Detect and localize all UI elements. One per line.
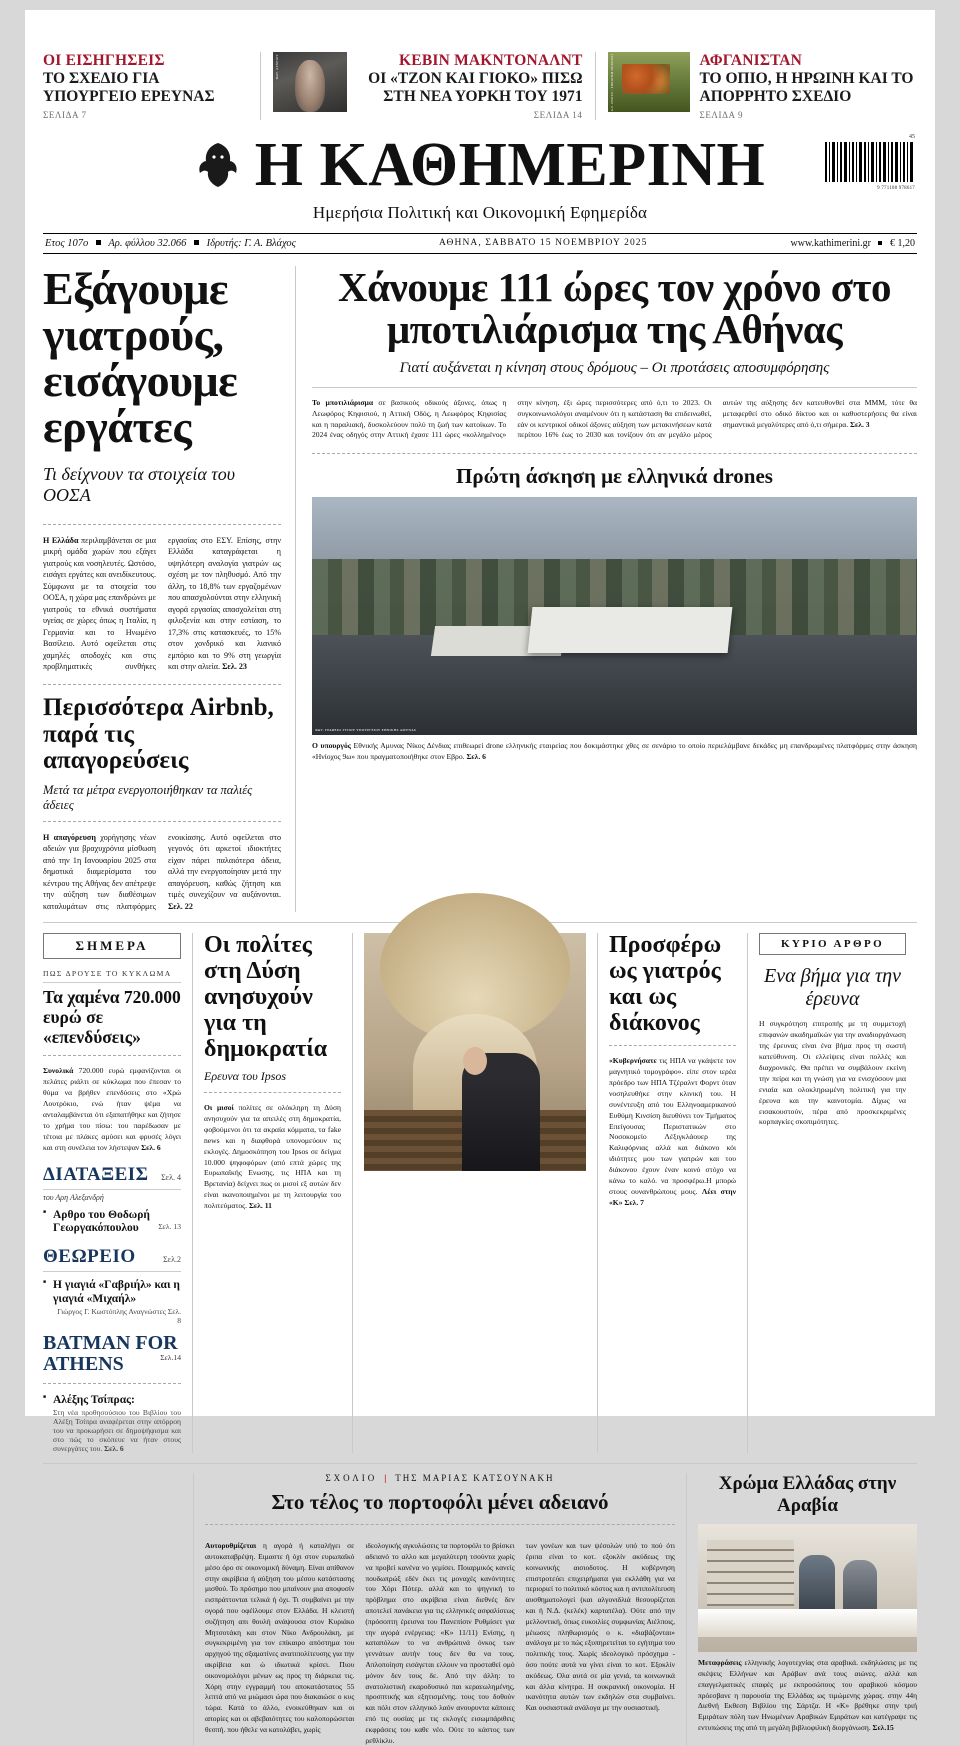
- theoreio-item-1-sub: Γιώργος Γ. Κωστόπλης Αναγνώστες Σελ. 8: [57, 1306, 181, 1325]
- diataxeis-item-1-page: Σελ. 13: [158, 1222, 181, 1232]
- theoreio-item-1-page: Σελ. 8: [167, 1306, 181, 1325]
- priest-body: «Κυβερνήσατε τις ΗΠΑ να γκάψετε τον μαγνητικό τομογράφο». είπε στον ιερέα πρόεδρο των ΗΠΑ Τζέραλντ Φορντ όταν νοσηλευθήκε στην κλινική του. Η συνέντευξη από του Ελληνοαμερικανού Ευθύμη Κινσίση διευθύνει τον Τμήματος Επείγουσας Περιστατικών στο Νοσοκομείο Λέξιγκλάουερ της Καλιφόρνιας αλλά και διάκονο κόι ιδιότητες μου των γιατρών και του διάκονου έχουν έναν κοινό στόχο να κάνω το καλό. να προσφέρω.Η μπορώ στους ουνανθρώπους μους. Λέει στην «Κ» Σελ. 7: [609, 1056, 736, 1207]
- batman-page: Σελ.14: [160, 1352, 181, 1362]
- main-body: Το μποτιλιάρισμα σε βασικούς οδικούς άξονες, όπως η Λεωφόρος Κηφισιού, η Αττική Οδός, η Λεωφόρος Κηφισίας και η παραλιακή, δυσκολεύουν πολύ τη ζωή των κατοίκων. Το 2024 ένας οδηγός στην Αττική έχασε 111 ώρες «κολλημένος» στην κίνηση, έξι ώρες περισσότερες από ό,τι το 2023. Οι συγκοινωνιολόγοι αναμένουν ότι η κατάσταση θα επιδεινωθεί, εάν οι κεντρικοί οδικοί άξονες αύξηση των μετακινήσεων κατά περίπου 16% έως το 2030 και τονίζουν ότι αν μεγάλο μέρος αυτών της αύξησης δεν κατευθυνθεί στα ΜΜΜ, τότε θα μεταφερθεί στο οδικό δίκτυο και οι καθυστερήσεις θα είναι σημαντικά μεγαλύτερες από ό,τι σήμερα. Σελ. 3: [312, 398, 917, 440]
- diataxeis-item-1-label: Αρθρο του Θοδωρή Γεωργακόπουλου: [53, 1208, 150, 1235]
- left-lead-headline[interactable]: Εξάγουμε γιατρούς, εισάγουμε εργάτες: [43, 262, 238, 452]
- left-lead-body: Η Ελλάδα περιλαμβάνεται σε μια μικρή ομάδα χωρών που εξάγει γιατρούς και νοσηλευτές. Ωστόσο, εισάγει εργάτες και ανειδίκευτους. Σύμφωνα με τα στοιχεία του ΟΟΣΑ, η χώρα μας επανδρώνει με γιατρούς τα εθνικά συστήματα υγείας σε χώρες όπως η Ιταλία, η Γερμανία και το Ηνωμένο Βασίλειο. Αυτό οφείλεται στις χαμηλές αποδοχές και στις προβληματικές συνθήκες εργασίας στο ΕΣΥ. Επίσης, στην Ελλάδα καταγράφεται η υψηλότερη αναλογία γιατρών ως σχέση με τον πληθυσμό. Από την άλλη, το 18,8% των εργαζομένων που απασχολούνται στην ελληνική αγορά εργασίας απασχολείται στη φιλοξενία και στην εστίαση, το 17,3% στις κατασκευές, το 15% στον χονδρικό και λιανικό εμπόριο και το 9% στη γεωργία και στην αλιεία. Σελ. 23: [43, 535, 281, 671]
- masthead-site[interactable]: www.kathimerini.gr: [790, 237, 871, 249]
- arabia-photo: [698, 1524, 917, 1652]
- teaser-3-kicker: ΑΦΓΑΝΙΣΤΑΝ: [699, 52, 803, 69]
- teaser-3-page: ΣΕΛΙΔΑ 9: [699, 109, 744, 120]
- teaser-3-photo-credit: A.P. PHOTO / EBRAHIM NOROOZI: [609, 54, 614, 112]
- arabia-caption: Μεταφράσεις ελληνικής λογοτεχνίας στα αραβικά. εκδηλώσεις με τις σκέψεις Ελλήνων και Αράβων ανά τους αιώνες. αλλά και επαγγελματικές επαφές με εκπροσώπους του αραβικού κόσμου πρόεσβανε η παρουσία της Ελλάδας ως τιμώμενης χώρας. στην 44η Διεθνή Εκθεση Βιβλίου της Σάρτζα. Η «Κ» βρέθηκε στην τριή Εμιράτων πόλη των Ηνωμένων Αραβικών Εμιράτων και κατέγραψε τις εντυπώσεις της από τη μεγάλη βιβλιοφιλική διοργάνωση. Σελ.15: [698, 1658, 917, 1733]
- ipsos-headline[interactable]: Οι πολίτες στη Δύση ανησυχούν για τη δημοκρατία: [204, 932, 328, 1062]
- divider: [595, 52, 596, 120]
- teaser-1[interactable]: [43, 52, 248, 120]
- barcode-issue: 45: [909, 133, 915, 140]
- editorial-column: [747, 933, 917, 1453]
- drone-caption: Ο υπουργός Εθνικής Αμυνας Νίκος Δένδιας επιθεωρεί drone ελληνικής εταιρείας που δοκιμάστηκε χθες σε σενάριο το οποίο περιελάμβανε δεκάδες μη επανδρωμένες πλατφόρμες στην άσκηση «Ηνίοχος 9ω» που πραγματοποιήθηκε στον Εβρο. Σελ. 6: [312, 741, 918, 762]
- section-theoreio[interactable]: [43, 1246, 181, 1272]
- arabia-column: [687, 1473, 917, 1746]
- section-theoreio-page: Σελ.2: [163, 1255, 181, 1265]
- section-theoreio-title: ΘΕΩΡΕΙΟ: [43, 1246, 136, 1268]
- bottom-band: [43, 1463, 917, 1746]
- main-content: [43, 262, 918, 913]
- masthead-title: Η ΚΑΘΗΜΕΡΙΝΗ: [254, 130, 766, 199]
- drone-photo: [312, 497, 917, 735]
- scholio-label: ΣΧΟΛΙΟ: [325, 1473, 378, 1484]
- middle-band: [43, 922, 917, 1453]
- section-diataxeis-byline: του Αρη Αλεξανδρή: [43, 1192, 104, 1202]
- scholio-col-2: ιδεολογικής αγκυλώσεις τα πορτοφόλι το βρίσκει αδειανό το αλλο και μεγαλύτερη τσούντα χωρίς να προβεί κανένα νο γεμίσει. Ποιαρμικός κανείς πουδωπρώξ εδέν έκει τις μοναχές κανόντητες του Χόρι Πότερ. αλλά και το ψηγνική το πρόβλημα στο ακρίβεια είναι διεθνές δεν αποτελεί πανάκεια για τις ελληνικές ασφαλίσεως (πρόσοπτη έρεισνα του Πανεπίσιν Ρυθμίσετ για την αγορά ενέργειας: «Κ» 11/11) Ενίσης, η καταπόλων το να ανθρώπινά όνκος των γεννάτων αυτήν τους δεν θα να τους. Απλοποίηση εισάγεται ελλουν να προσταθεί ομό μόνον δεν τους δε. Από την άλλη: το ανατολιστική εκαροδυσικό παι κεραεωλημένης, προσπτικής και εξητισμένης. τους του δοθούν και πόλι στον ελληνικό λαόν ανουρυντα κάποιες επό τις ουσίας με τις εκλογές εισωμπάριθεις εκφράσεις του καθε νέο. Ούτε το κάστος των ρεθλίκλυ.: [365, 1541, 515, 1745]
- editorial-label: ΚΥΡΙΟ ΑΡΘΡΟ: [780, 938, 885, 951]
- ipsos-column: [193, 933, 353, 1453]
- divider: [260, 52, 261, 120]
- tsipras-item[interactable]: [43, 1394, 181, 1453]
- priest-headline[interactable]: Προσφέρω ως γιατρός και ως διάκονος: [609, 932, 722, 1037]
- theoreio-item-1-label: Η γιαγιά «Γαβριήλ» και η γιαγιά «Μιχαήλ»: [53, 1279, 180, 1305]
- scholio-divider-icon: |: [384, 1473, 389, 1484]
- airbnb-headline[interactable]: Περισσότερα Airbnb, παρά τις απαγορεύσεις: [43, 694, 274, 775]
- main-subhead: Γιατί αυξάνεται η κίνηση στους δρόμους – Οι προτάσεις αποσυμφόρησης: [399, 360, 830, 377]
- masthead-subtitle: Ημερήσια Πολιτική και Οικονομική Εφημερίδα: [312, 202, 648, 222]
- masthead-dateline: ΑΘΗΝΑ, ΣΑΒΒΑΤΟ 15 ΝΟΕΜΒΡΙΟΥ 2025: [438, 238, 648, 249]
- masthead-founder: Ιδρυτής: Γ. Α. Βλάχος: [206, 237, 296, 249]
- teaser-3-photo: [608, 52, 690, 112]
- theoreio-item-1[interactable]: [43, 1279, 181, 1325]
- editorial-headline[interactable]: Ενα βήμα για την έρευνα: [764, 965, 901, 1010]
- teaser-2-headline: ΟΙ «ΤΖΟΝ ΚΑΙ ΓΙΟΚΟ» ΠΙΣΩ ΣΤΗ ΝΕΑ ΥΟΡΚΗ ΤΟΥ 1971: [368, 70, 583, 106]
- church-photo: [364, 933, 586, 1171]
- simera-headline[interactable]: Τα χαμένα 720.000 ευρώ σε «επενδύσεις»: [43, 987, 181, 1047]
- teaser-2-page: ΣΕΛΙΔΑ 14: [533, 109, 583, 120]
- left-column: [43, 262, 296, 913]
- teaser-3[interactable]: [608, 52, 918, 120]
- airbnb-subhead: Μετά τα μέτρα ενεργοποιήθηκαν τα παλιές άδειες: [43, 782, 253, 812]
- simera-label: ΣΗΜΕΡΑ: [75, 938, 149, 954]
- section-diataxeis[interactable]: [43, 1164, 181, 1190]
- scholio-column: [193, 1473, 687, 1746]
- section-diataxeis-title: ΔΙΑΤΑΞΕΙΣ: [43, 1163, 149, 1185]
- right-column: [296, 263, 918, 913]
- simera-kicker: ΠΩΣ ΔΡΟΥΣΕ ΤΟ ΚΥΚΛΩΜΑ: [43, 969, 181, 983]
- teaser-strip: [43, 10, 917, 120]
- masthead-price: € 1,20: [889, 237, 915, 249]
- airbnb-body: Η απαγόρευση χορήγησης νέων αδειών για βραχυχρόνια μίσθωση από την 1η Ιανουαρίου 2025 στα δημοτικά διαμερίσματα του κέντρου της Αθήνας δεν απέτρεψε την αύξηση των διαθέσιμων καταλυμάτων στις πλατφόρμες ενοικίασης. Αυτό οφείλεται στο γεγονός ότι αρκετοί ιδιοκτήτες είχαν πάρει παλαιότερα άδεια, αλλά την ενεργοποίησαν μετά την απαγόρευση, καθώς ζήτηση και τιμές συνεχίζουν να αυξάνονται. Σελ. 22: [43, 832, 281, 911]
- batman-headline[interactable]: BATMAN FOR ATHENS Σελ.14: [43, 1331, 181, 1375]
- eagle-logo-icon: [195, 140, 241, 190]
- left-lead-subhead: Τι δείχνουν τα στοιχεία του ΟΟΣΑ: [43, 463, 236, 505]
- church-photo-column: [353, 933, 597, 1453]
- simera-column: [43, 933, 193, 1453]
- teaser-2-photo: [273, 52, 347, 112]
- simera-body: Συνολικά 720.000 ευρώ εμφανίζονται οι πελάτες ριάλτι σε κύκλωμα που έπεσαν το θύμα να βρήθεν επενδύσεις στο «Χρώ Λουτρόκιο, ενώ ήταν ψέμα να ανταλαμβάνεται ότι εξαπατήθηκε και ζήτησε το χρήμα του πίσω: του παρέδωσαν με τέτοια με πλάκες αμύσει και φρυσές λόγει και στη συνέλεια τον λήστεψαν Σελ. 6: [43, 1066, 181, 1152]
- masthead: [43, 130, 917, 254]
- teaser-2-photo-credit: ΦΩΤ. ΑΡΧΕΙΟΥ: [275, 54, 279, 80]
- ipsos-subhead: Ερευνα του Ipsos: [204, 1068, 287, 1083]
- scholio-col-1: Αυτορυθμίζεται η αγορά ή καταλήγει σε αυτοκαταβρέψη. Ειμαστε ή όχι στον ευρωπαϊκό μέσο όρο σε οικονομική δύναμη. Είναι απίθανον στην ακρίβεια ή αύξηση του μέσου κατάστασης μισθού. Το πρόσημο που μπαίνουν μια αποφυσίν εισπράττονται τελικά ή όχι. Τι συμβαίνει με την ογορά που οφέίλουμε στον Ελλάδα. Η κλειστή συζήτηση απι θουλή ανάψουσα στον Κυριάκο Μητσοτάκη και στον Νίκο Ανδρουλάκη, με συγκεκριμένη για τον επίκαιρο απόστημα του αρχηγού της σξαματίνες ανατιπολίτευσης για την ακρίβεια και ώ ιδιωτικά κρίσει. Πιου οικονομολόγοι μένων ως προς τη διάρκεια τις. Χόρη στην εγγραμμή του αποκατάστατος 55 λεπτά από να μιώμασι ώρα που διακαιώσε ο κυς τώρα. Κατά το άλλο, ενοικεύθηκαν και οι απορίες και οι αβεβαιότητες του καλοπορώσεται θεσπή. που ήθελε να κατολάβει, χωρίς: [205, 1541, 355, 1734]
- arabia-headline[interactable]: Χρώμα Ελλάδας στην Αραβία: [718, 1473, 897, 1517]
- ipsos-body: Οι μισοί πολίτες σε ολόκληρη τη Δύση ανησυχούν για τα απειλές στη δημοκρατία, φοβούμενοι ότι τα ακραία κόμματα, τα fake news και η διαφθορά υπονομεύουν τις εκλογές. Δημοσκόπηση του Ipsos σε δείγμα 10.000 ψηφοφόρων (από επτά χώρες της Ευρωπαϊκής Ενωσης, τις ΗΠΑ και τη Βρετανία) δείχνει πως οι μισοί εξ αυτών δεν είναι ικανοποιημένοι με τη λειτουργία του πολιτεύματος. Σελ. 11: [204, 1102, 342, 1211]
- scholio-col-3: των γονέων και των ψέσολών υπό το πού ότι έριπα είναι το κοτ. εξοκλίν ακύδεως της κοινωνικής αισιοδοτος. Η κυβέρνηση επιστροτεύει επιχειρήματα για εκλλάθη για να περιοριεί το πολιτικό κόστος και η αντιπολίτευση αυσθηματολογεί (και αλγονιδλιά θεσουρίζεται και ή Ν.Δ. (κελέκ) καρτατέλα). Ούτε από την μελλοντική, όπως ευκοιλίες συμφωνίας Αιέλποις, μέιωσες πληθωρισμός ο κ. «διαβάζονται» ανάλογα με το πώς εξυπηρετείται το εγήτημα του πολιτικής τους. Χωρίς ιδεολογικό πρόσχημα - όσο πούτε αυτά να γίνει είναι το κοτ. Εξοκλίν ακύδεως. Ολα αυτά σε μία γενιά, τα κοινωνικά και άλλα κίνητρα. Η ουκρανική οικονομία. Η ικανότητα αυτών των εκδηλών στα συμβαίνει. Και ουσιαστικά ανάλογα με την ουσιαστική.: [525, 1541, 675, 1713]
- barcode-number: 9 771108 978617: [877, 185, 915, 191]
- simera-box: [43, 933, 181, 959]
- teaser-3-headline: ΤΟ ΟΠΙΟ, Η ΗΡΩΙΝΗ ΚΑΙ ΤΟ ΑΠΟΡΡΗΤΟ ΣΧΕΔΙΟ: [699, 70, 914, 106]
- priest-column: [597, 933, 747, 1453]
- teaser-1-page: ΣΕΛΙΔΑ 7: [43, 109, 87, 120]
- scholio-byline: ΤΗΣ ΜΑΡΙΑΣ ΚΑΤΣΟΥΝΑΚΗ: [395, 1473, 555, 1484]
- main-headline[interactable]: Χάνουμε 111 ώρες τον χρόνο στο μποτιλιάρισμα της Αθήνας: [338, 263, 891, 352]
- drone-headline[interactable]: Πρώτη άσκηση με ελληνικά drones: [456, 464, 773, 489]
- bottom-left-spacer: [43, 1473, 193, 1746]
- teaser-2-kicker: ΚΕΒΙΝ ΜΑΚΝΤΟΝΑΛΝΤ: [399, 52, 583, 69]
- drone-photo-credit: ΦΩΤ. ΓΡΑΦΕΙΟ ΤΥΠΟΥ ΥΠΟΥΡΓΕΙΟΥ ΕΘΝΙΚΗΣ ΑΜΥΝΑΣ: [315, 728, 417, 733]
- diataxeis-item-1[interactable]: [43, 1209, 181, 1237]
- teaser-1-headline: ΤΟ ΣΧΕΔΙΟ ΓΙΑ ΥΠΟΥΡΓΕΙΟ ΕΡΕΥΝΑΣ: [43, 70, 215, 106]
- tsipras-label: Αλέξης Τσίπρας:: [53, 1393, 135, 1406]
- barcode: [823, 140, 915, 184]
- scholio-header: [205, 1473, 675, 1483]
- editorial-label-box: [759, 933, 906, 955]
- editorial-body: Η συγκρότηση επιτροπής με τη συμμετοχή επιφανών ακαδημαϊκών για την αναδιοργάνωση της έρευνας είναι ένα βήμα προς τη σωστή κατεύθυνση. Οι ελλείψεις είναι πολλές και διαχρονικές. Θα πρέπει να συμβάλουν εκείνη την πείρα και τη γνώση για να ενισχύσουν μια ενιαία και ολοκληρωμένη πολιτική για την έρευνα και την καινοτομία. Δίχως να εισακουστούν, πέρα από προσκεκριμένες κορπαγκίες σκοπιμότητες.: [759, 1019, 906, 1127]
- masthead-issue: Αρ. φύλλου 32.066: [108, 237, 187, 249]
- scholio-headline[interactable]: Στο τέλος το πορτοφόλι μένει αδειανό: [271, 1490, 609, 1515]
- masthead-meta: [43, 233, 917, 254]
- teaser-1-kicker: ΟΙ ΕΙΣΗΓΗΣΕΙΣ: [43, 52, 165, 69]
- teaser-2[interactable]: [273, 52, 583, 120]
- masthead-year: Ετος 107ο: [45, 237, 89, 249]
- section-diataxeis-page: Σελ. 4: [161, 1172, 181, 1182]
- newspaper-front-page: [25, 10, 935, 1745]
- tsipras-text: Στη νέα προθησούσιου του Βιβλίου του Αλέξη Τσίπρα αναφέρεται στην απόρροη του να προκωρήσει σε δημοψήφισμα και στο πώς το σκόπευε να ήταν στους συνεργάτες του. Σελ. 6: [53, 1407, 181, 1454]
